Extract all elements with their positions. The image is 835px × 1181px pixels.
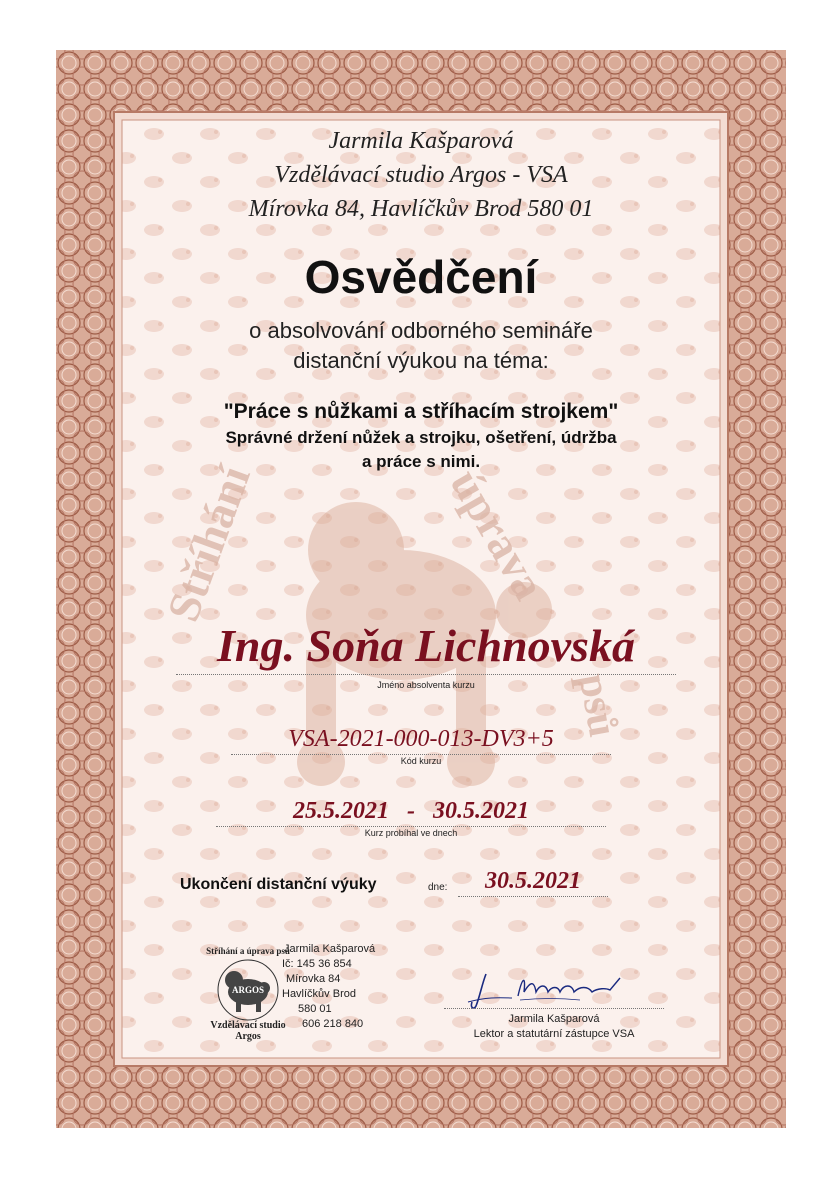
stamp-logo-text: ARGOS (231, 985, 264, 995)
signature-role: Lektor a statutární zástupce VSA (473, 1028, 635, 1040)
graduate-name: Ing. Soňa Lichnovská (176, 618, 676, 675)
handwritten-signature (460, 968, 660, 1012)
stamp-info-line-3: Mírovka 84 (286, 973, 341, 985)
date-from: 25.5.2021 (293, 798, 389, 824)
stamp-info-line-6: 606 218 840 (302, 1018, 364, 1030)
topic-desc-2: a práce s nimi. (361, 452, 481, 471)
signature-name: Jarmila Kašparová (508, 1013, 600, 1025)
issuer-address: Mírovka 84, Havlíčkův Brod 580 01 (248, 196, 594, 222)
issuer-studio: Vzdělávací studio Argos - VSA (274, 162, 568, 188)
topic-block (122, 398, 720, 474)
stamp-info-line-5: 580 01 (298, 1003, 332, 1015)
watermark-text-right: úprava (440, 460, 556, 608)
stamp-bottom-line-1: Vzdělávací studio (210, 1020, 286, 1031)
graduate-caption: Jméno absolventa kurzu (377, 680, 475, 690)
completion-date: 30.5.2021 (458, 866, 608, 897)
subtitle-line-1: o absolvování odborného semináře (249, 318, 593, 343)
certificate-title: Osvědčení (304, 251, 538, 303)
date-to: 30.5.2021 (433, 798, 529, 824)
watermark-text-left: Stříhání (156, 459, 260, 628)
course-code-caption: Kód kurzu (400, 756, 442, 766)
signature-line (444, 1008, 664, 1009)
course-dates (216, 796, 606, 827)
stamp-bottom-line-2: Argos (235, 1031, 261, 1042)
signature-scribble (460, 968, 660, 1012)
topic-desc-1: Správné držení nůžek a strojku, ošetření, údržba (225, 428, 617, 447)
stamp-info-line-4: Havlíčkův Brod (282, 988, 356, 1000)
stamp-info (282, 942, 392, 1032)
signature-caption (436, 1012, 672, 1042)
subtitle-line-2: distanční výukou na téma: (293, 348, 549, 373)
course-code: VSA-2021-000-013-DV3+5 (231, 724, 611, 755)
certificate-subtitle (122, 316, 720, 376)
watermark-text-far: psů (569, 670, 626, 741)
issuer-name: Jarmila Kašparová (328, 128, 514, 154)
completion-label: Ukončení distanční výuky (180, 876, 377, 893)
completion-day-label: dne: (428, 882, 448, 893)
course-dates-caption: Kurz probíhal ve dnech (364, 828, 458, 838)
certificate (56, 50, 786, 1128)
date-separator: - (407, 798, 415, 824)
stamp-info-line-2: Ič: 145 36 854 (282, 958, 352, 970)
topic-title: "Práce s nůžkami a stříhacím strojkem" (223, 400, 619, 423)
stamp-ring-text: Stříhání a úprava psů (206, 946, 290, 956)
stamp-info-line-1: Jarmila Kašparová (284, 943, 376, 955)
issuer-header (122, 124, 720, 226)
